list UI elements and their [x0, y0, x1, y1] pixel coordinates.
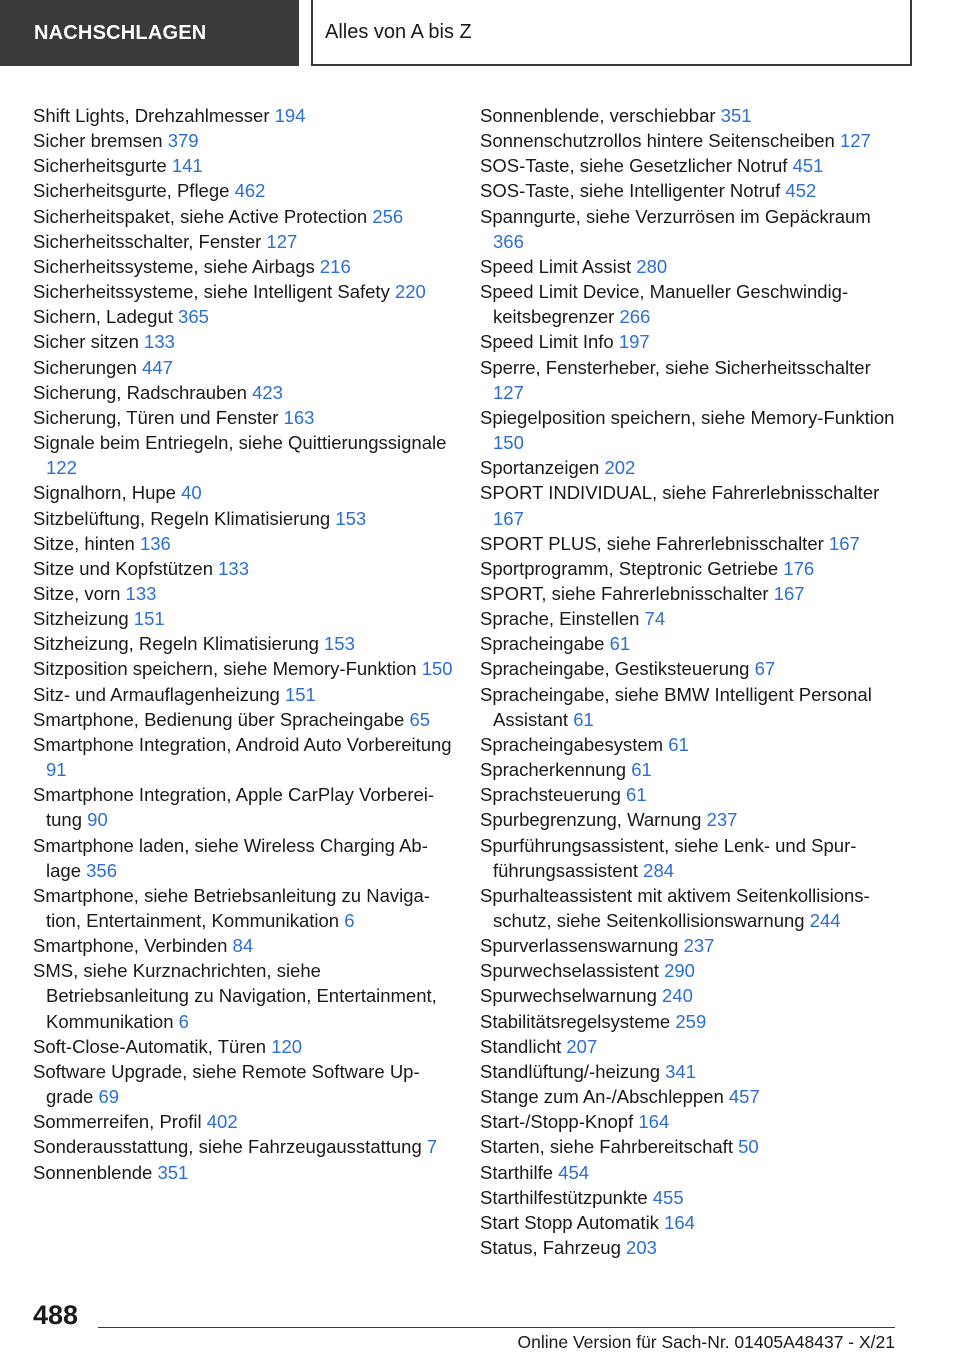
index-entry-term: Sonderausstattung, siehe Fahrzeugausstattung [33, 1136, 422, 1158]
index-entry [480, 128, 900, 153]
index-entry [480, 757, 900, 782]
index-entry-page-link[interactable]: 280 [636, 255, 668, 277]
index-entry-page-link[interactable]: 136 [139, 532, 171, 554]
index-entry-page-link[interactable]: 150 [493, 432, 524, 454]
index-entry-term: Sperre, Fensterheber, siehe Sicherheitsschalter [480, 356, 871, 378]
index-entry-page-link[interactable]: 351 [157, 1161, 189, 1183]
index-entry [480, 1034, 900, 1059]
index-entry [480, 581, 900, 606]
index-entry-term: Sicherheitsgurte, Pflege [33, 180, 230, 202]
index-column-left [33, 103, 453, 1185]
index-entry [33, 430, 453, 480]
index-entry [33, 883, 453, 933]
index-entry [33, 229, 453, 254]
index-entry-term: Sicherheitssysteme, siehe Airbags [33, 255, 315, 277]
index-entry [480, 656, 900, 681]
index-entry-page-link[interactable]: 120 [271, 1035, 303, 1057]
index-entry-term: Spracheingabe, siehe BMW Intelligent Personal Assistant [480, 683, 872, 730]
index-entry-term: Sicherheitssysteme, siehe Intelligent Safety [33, 281, 390, 303]
index-entry [480, 1210, 900, 1235]
index-entry-term: Signale beim Entriegeln, siehe Quittierungssignale [33, 432, 447, 454]
index-entry [33, 958, 453, 1033]
index-entry-term: Spracheingabe [480, 633, 605, 655]
index-entry-page-link[interactable]: 7 [426, 1136, 438, 1158]
index-entry-term: Spurwechselwarnung [480, 985, 657, 1007]
index-entry [480, 455, 900, 480]
index-entry [480, 983, 900, 1008]
index-entry-term: Smartphone, Bedienung über Spracheingabe [33, 708, 405, 730]
index-entry-term: Sicherung, Radschrauben [33, 381, 247, 403]
index-entry-page-link[interactable]: 266 [619, 306, 651, 328]
index-entry-page-link[interactable]: 356 [86, 859, 117, 881]
index-entry [480, 178, 900, 203]
index-entry-page-link[interactable]: 167 [493, 507, 524, 529]
index-entry-page-link[interactable]: 455 [652, 1186, 684, 1208]
index-entry [480, 1059, 900, 1084]
index-entry-term: Sonnenblende [33, 1161, 153, 1183]
index-entry-page-link[interactable]: 151 [133, 608, 165, 630]
index-entry-term: Smartphone Integration, Android Auto Vorbereitung [33, 733, 452, 755]
index-entry-page-link[interactable]: 61 [609, 633, 631, 655]
index-entry-term: Sitze, hinten [33, 532, 135, 554]
index-entry-page-link[interactable]: 365 [178, 306, 209, 328]
index-entry-term: Sitzposition speichern, siehe Memory-Funktion [33, 658, 417, 680]
index-entry-page-link[interactable]: 290 [664, 960, 695, 982]
index-entry-page-link[interactable]: 351 [720, 105, 752, 126]
index-entry-page-link[interactable]: 133 [144, 331, 175, 353]
index-entry [480, 1160, 900, 1185]
index-entry-page-link[interactable]: 379 [167, 130, 199, 152]
index-entry-page-link[interactable]: 61 [631, 759, 652, 781]
index-entry-term: Smartphone, siehe Betriebsanleitung zu Navigation, Entertainment, Kommunikation [33, 884, 430, 931]
index-entry [480, 1185, 900, 1210]
index-entry-term: Speed Limit Assist [480, 255, 632, 277]
index-entry-page-link[interactable]: 256 [372, 205, 404, 227]
index-entry [33, 1109, 453, 1134]
index-entry-term: Stange zum An-/Abschleppen [480, 1086, 724, 1108]
section-tab: NACHSCHLAGEN [0, 0, 299, 66]
index-entry-term: Soft-Close-Automatik, Türen [33, 1035, 267, 1057]
index-entry [33, 304, 453, 329]
online-version-note: Online Version für Sach-Nr. 01405A48437 - X/21 [517, 1332, 895, 1352]
index-entry-term: Status, Fahrzeug [480, 1237, 621, 1259]
index-entry [480, 1235, 900, 1260]
index-entry [33, 1160, 453, 1185]
index-entry-term: Smartphone laden, siehe Wireless Charging Ablage [33, 834, 428, 881]
index-entry-page-link[interactable]: 216 [319, 255, 351, 277]
index-entry-page-link[interactable]: 40 [181, 482, 202, 504]
index-entry-page-link[interactable]: 341 [665, 1060, 697, 1082]
index-entry-term: Sitzheizung, Regeln Klimatisierung [33, 633, 319, 655]
index-entry-page-link[interactable]: 164 [664, 1211, 695, 1233]
footer-divider [98, 1327, 895, 1328]
page-header [0, 0, 960, 66]
index-entry [480, 405, 900, 455]
index-entry-term: Spurhalteassistent mit aktivem Seitenkollisionsschutz, siehe Seitenkollisionswarnung [480, 884, 870, 931]
index-entry-term: SPORT, siehe Fahrerlebnisschalter [480, 582, 769, 604]
index-entry-term: Sportanzeigen [480, 457, 600, 479]
index-entry-page-link[interactable]: 61 [668, 733, 689, 755]
index-entry-page-link[interactable]: 167 [773, 582, 805, 604]
index-entry [33, 103, 453, 128]
index-entry [480, 556, 900, 581]
index-entry [480, 1009, 900, 1034]
index-entry-term: SOS-Taste, siehe Gesetzlicher Notruf [480, 155, 788, 177]
index-entry-term: Spracheingabesystem [480, 733, 664, 755]
index-entry-page-link[interactable]: 153 [324, 633, 355, 655]
index-entry-page-link[interactable]: 133 [125, 582, 157, 604]
index-entry [33, 782, 453, 832]
index-entry [33, 1034, 453, 1059]
index-entry-term: Sitzheizung [33, 608, 129, 630]
index-entry [33, 355, 453, 380]
index-entry [33, 531, 453, 556]
index-entry-page-link[interactable]: 176 [783, 557, 815, 579]
index-entry-term: Sicherheitsgurte [33, 155, 167, 177]
index-entry-page-link[interactable]: 452 [785, 180, 817, 202]
index-entry-page-link[interactable]: 167 [828, 532, 860, 554]
index-entry [480, 204, 900, 254]
index-entry-page-link[interactable]: 61 [573, 708, 594, 730]
index-entry [33, 380, 453, 405]
index-entry [33, 656, 453, 681]
index-entry [33, 329, 453, 354]
index-entry [480, 807, 900, 832]
index-entry [480, 782, 900, 807]
index-entry [480, 606, 900, 631]
index-entry-term: Sitze, vorn [33, 582, 121, 604]
index-entry-term: Sonnenblende, verschiebbar [480, 105, 716, 126]
index-entry-page-link[interactable]: 457 [728, 1086, 760, 1108]
index-entry-page-link[interactable]: 240 [662, 985, 693, 1007]
index-entry-page-link[interactable]: 163 [283, 406, 315, 428]
index-entry-term: Sichern, Ladegut [33, 306, 173, 328]
index-entry-page-link[interactable]: 194 [274, 105, 306, 126]
index-entry-page-link[interactable]: 69 [98, 1086, 120, 1108]
index-entry-term: Starthilfestützpunkte [480, 1186, 648, 1208]
index-entry-term: Spracherkennung [480, 759, 627, 781]
index-entry [33, 933, 453, 958]
index-entry-page-link[interactable]: 127 [493, 381, 524, 403]
index-entry-page-link[interactable]: 150 [421, 658, 453, 680]
index-entry-page-link[interactable]: 141 [171, 155, 203, 177]
index-entry-term: Sicherheitspaket, siehe Active Protection [33, 205, 368, 227]
index-entry-page-link[interactable]: 366 [493, 230, 524, 252]
index-entry [480, 254, 900, 279]
index-entry-term: Signalhorn, Hupe [33, 482, 176, 504]
index-entry-term: Standlicht [480, 1035, 562, 1057]
index-entry [33, 405, 453, 430]
index-entry-page-link[interactable]: 127 [839, 130, 871, 152]
index-entry [480, 279, 900, 329]
index-entry-page-link[interactable]: 65 [409, 708, 431, 730]
index-entry [33, 732, 453, 782]
index-entry-page-link[interactable]: 153 [335, 507, 367, 529]
index-entry-term: Sonnenschutzrollos hintere Seitenscheiben [480, 130, 835, 152]
index-entry-page-link[interactable]: 151 [284, 683, 316, 705]
index-entry [33, 153, 453, 178]
index-entry-page-link[interactable]: 451 [792, 155, 824, 177]
index-entry [480, 1084, 900, 1109]
index-entry [480, 480, 900, 530]
index-entry-page-link[interactable]: 447 [142, 356, 173, 378]
index-column-right [480, 103, 900, 1260]
chapter-title: Alles von A bis Z [311, 0, 912, 66]
index-entry-term: Sprachsteuerung [480, 784, 621, 806]
index-entry [33, 606, 453, 631]
index-entry [33, 581, 453, 606]
index-entry-term: Spurverlassenswarnung [480, 935, 679, 957]
index-entry [480, 631, 900, 656]
index-entry-page-link[interactable]: 237 [706, 809, 738, 831]
index-entry-term: Sitz- und Armauflagenheizung [33, 683, 280, 705]
index-entry-page-link[interactable]: 462 [234, 180, 266, 202]
index-entry [480, 933, 900, 958]
index-entry [480, 103, 900, 128]
index-entry-term: SMS, siehe Kurznachrichten, siehe Betriebsanleitung zu Navigation, Entertainment, Kommunikation [33, 960, 437, 1032]
index-entry [480, 732, 900, 757]
index-entry-term: Spracheingabe, Gestiksteuerung [480, 658, 750, 680]
index-entry-term: Sicherheitsschalter, Fenster [33, 230, 262, 252]
index-entry-term: Sicherungen [33, 356, 137, 378]
index-entry-page-link[interactable]: 207 [566, 1035, 598, 1057]
index-entry [480, 833, 900, 883]
index-entry [33, 1134, 453, 1159]
index-entry [33, 254, 453, 279]
index-entry-page-link[interactable]: 61 [626, 784, 647, 806]
index-entry-page-link[interactable]: 423 [252, 381, 283, 403]
index-entry [33, 833, 453, 883]
index-entry [33, 631, 453, 656]
index-entry-term: Sitze und Kopfstützen [33, 557, 213, 579]
index-entry [33, 279, 453, 304]
index-entry [33, 480, 453, 505]
index-entry [33, 682, 453, 707]
index-entry-term: Sportprogramm, Steptronic Getriebe [480, 557, 779, 579]
index-entry-page-link[interactable]: 220 [394, 281, 426, 303]
index-entry-term: Starten, siehe Fahrbereitschaft [480, 1136, 733, 1158]
index-entry-page-link[interactable]: 284 [643, 859, 675, 881]
index-entry-page-link[interactable]: 133 [218, 557, 249, 579]
index-entry-term: SPORT INDIVIDUAL, siehe Fahrerlebnisschalter [480, 482, 880, 504]
index-entry-page-link[interactable]: 91 [46, 759, 67, 781]
index-entry [33, 1059, 453, 1109]
page-number: 488 [33, 1300, 79, 1330]
index-entry [480, 883, 900, 933]
index-entry-term: SPORT PLUS, siehe Fahrerlebnisschalter [480, 532, 824, 554]
index-entry-page-link[interactable]: 127 [266, 230, 298, 252]
index-entry-page-link[interactable]: 67 [754, 658, 776, 680]
index-entry-term: Speed Limit Info [480, 331, 614, 353]
index-entry-page-link[interactable]: 122 [46, 457, 77, 479]
index-entry-term: Sprache, Einstellen [480, 608, 640, 630]
index-entry-page-link[interactable]: 244 [809, 910, 841, 931]
index-entry [33, 707, 453, 732]
index-entry [33, 506, 453, 531]
index-entry-page-link[interactable]: 454 [558, 1161, 590, 1183]
index-entry-page-link[interactable]: 90 [87, 809, 108, 831]
index-entry-term: Spurwechselassistent [480, 960, 659, 982]
index-entry-term: Smartphone, Verbinden [33, 935, 228, 957]
index-entry [480, 355, 900, 405]
index-entry-page-link[interactable]: 6 [344, 910, 355, 931]
index-entry-page-link[interactable]: 74 [644, 608, 666, 630]
index-entry-term: Software Upgrade, siehe Remote Software Upgrade [33, 1060, 420, 1108]
index-entry-term: Spurbegrenzung, Warnung [480, 809, 702, 831]
index-entry-term: Start Stopp Automatik [480, 1211, 659, 1233]
index-entry [33, 556, 453, 581]
index-entry [480, 1134, 900, 1159]
index-entry-page-link[interactable]: 84 [232, 935, 254, 957]
index-entry [33, 128, 453, 153]
index-entry-term: Smartphone Integration, Apple CarPlay Vorbereitung [33, 784, 435, 831]
index-entry-term: Spiegelposition speichern, siehe Memory-Funktion [480, 406, 895, 428]
index-entry [33, 178, 453, 203]
index-entry-page-link[interactable]: 202 [604, 457, 636, 479]
index-entry [480, 531, 900, 556]
index-entry-page-link[interactable]: 6 [178, 1010, 189, 1032]
index-entry-page-link[interactable]: 203 [626, 1237, 657, 1259]
index-entry-page-link[interactable]: 50 [738, 1136, 759, 1158]
index-entry-term: Stabilitätsregelsysteme [480, 1010, 671, 1032]
index-entry [480, 153, 900, 178]
index-entry-page-link[interactable]: 237 [683, 935, 715, 957]
index-entry [33, 204, 453, 229]
index-entry-term: Start-/Stopp-Knopf [480, 1111, 634, 1133]
index-entry-term: Sicher bremsen [33, 130, 163, 152]
index-entry-term: Standlüftung/-heizung [480, 1060, 660, 1082]
index-entry-page-link[interactable]: 197 [618, 331, 650, 353]
index-entry-term: Spanngurte, siehe Verzurrösen im Gepäckraum [480, 205, 871, 227]
index-entry [480, 329, 900, 354]
index-entry-term: Starthilfe [480, 1161, 554, 1183]
index-entry-page-link[interactable]: 259 [675, 1010, 707, 1032]
index-entry-page-link[interactable]: 164 [638, 1111, 670, 1133]
index-entry-page-link[interactable]: 402 [206, 1111, 238, 1133]
index-entry-term: Sicher sitzen [33, 331, 139, 353]
index-entry [480, 958, 900, 983]
index-entry-term: Speed Limit Device, Manueller Geschwindigkeitsbegrenzer [480, 281, 849, 328]
index-entry-term: Sicherung, Türen und Fenster [33, 406, 279, 428]
index-entry [480, 1109, 900, 1134]
index-entry-term: Shift Lights, Drehzahlmesser [33, 105, 270, 126]
index-entry-term: Sitzbelüftung, Regeln Klimatisierung [33, 507, 331, 529]
index-entry [480, 682, 900, 732]
index-entry-term: Sommerreifen, Profil [33, 1111, 202, 1133]
index-entry-term: SOS-Taste, siehe Intelligenter Notruf [480, 180, 781, 202]
index-entry-term: Spurführungsassistent, siehe Lenk- und Spurführungsassistent [480, 834, 857, 881]
